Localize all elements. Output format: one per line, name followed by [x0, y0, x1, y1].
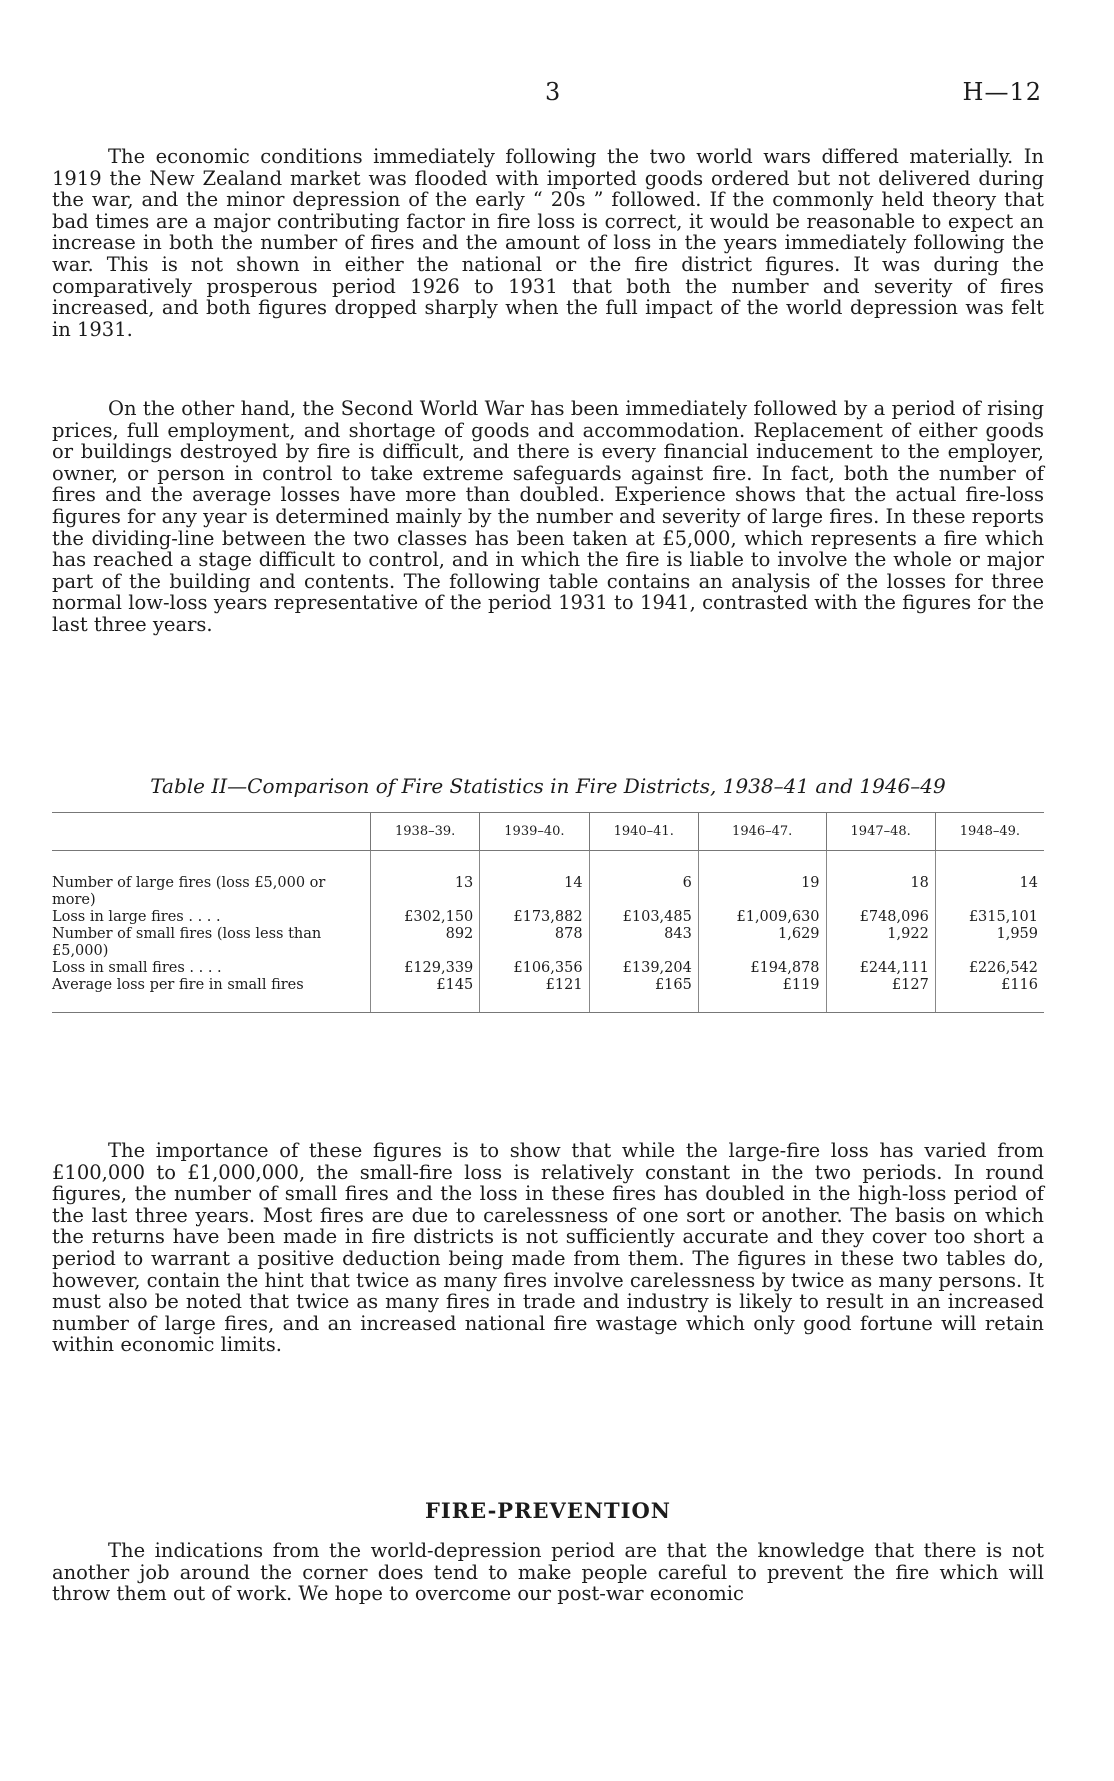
table-row — [52, 851, 1044, 910]
column-header: 1947–48. — [826, 813, 935, 851]
table-cell: £116 — [935, 977, 1044, 1013]
table-cell: £315,101 — [935, 909, 1044, 926]
fire-statistics-table — [52, 812, 1044, 1013]
row-label: Number of large fires (loss £5,000 or more) — [52, 875, 326, 908]
table-row — [52, 926, 1044, 960]
table-cell: £119 — [698, 977, 826, 1013]
paragraph-second-world-war: On the other hand, the Second World War has been immediately followed by a period of rising prices, full employment, and shortage of goods and accommodation. Replacement of either goods or buildings destroyed by fire is difficult, and there is every financial inducement to the employer, owner, or person in control to take extreme safeguards against fire. In fact, both the number of fires and the average losses have more than doubled. Experience shows that the actual fire-loss figures for any year is determined mainly by the number and severity of large fires. In these reports the dividing-line between the two classes has been taken at £5,000, which represents a fire which has reached a stage difficult to control, and in which the fire is liable to involve the whole or major part of the building and contents. The following table contains an analysis of the losses for three normal low-loss years representative of the period 1931 to 1941, contrasted with the figures for the last three years. — [52, 397, 1044, 636]
table-cell: 19 — [698, 851, 826, 910]
table-cell: 6 — [589, 851, 698, 910]
table-cell: £226,542 — [935, 960, 1044, 977]
table-cell: £173,882 — [480, 909, 589, 926]
row-label: Number of small fires (loss less than £5,000) — [52, 926, 322, 959]
table-cell: £139,204 — [589, 960, 698, 977]
table-caption: Table II—Comparison of Fire Statistics in Fire Districts, 1938–41 and 1946–49 — [150, 774, 946, 798]
row-label: Average loss per fire in small fires — [52, 977, 371, 1013]
table-cell: 18 — [826, 851, 935, 910]
table-cell: £129,339 — [371, 960, 480, 977]
paragraph-fire-prevention: The indications from the world-depression period are that the knowledge that there is not another job around the corner does tend to make people careful to prevent the fire which will throw them out of work. We hope to overcome our post-war economic — [52, 1539, 1044, 1606]
table-cell: 14 — [935, 851, 1044, 910]
column-header: 1946–47. — [698, 813, 826, 851]
table-cell: £748,096 — [826, 909, 935, 926]
column-header: 1940–41. — [589, 813, 698, 851]
table-cell: 14 — [480, 851, 589, 910]
table-header-row — [52, 813, 1044, 851]
document-code: H—12 — [962, 78, 1042, 106]
table-cell: £165 — [589, 977, 698, 1013]
table-row — [52, 977, 1044, 1013]
column-header: 1948–49. — [935, 813, 1044, 851]
paragraph-economic-conditions: The economic conditions immediately following the two world wars differed materially. In 1919 the New Zealand market was flooded with imported goods ordered but not delivered during the war, and the minor depression of the early “ 20s ” followed. If the commonly held theory that bad times are a major contributing factor in fire loss is correct, it would be reasonable to expect an increase in both the number of fires and the amount of loss in the years immediately following the war. This is not shown in either the national or the fire district figures. It was during the comparatively prosperous period 1926 to 1931 that both the number and severity of fires increased, and both figures dropped sharply when the full impact of the world depression was felt in 1931. — [52, 145, 1044, 341]
table-cell: £106,356 — [480, 960, 589, 977]
table-row — [52, 960, 1044, 977]
table-cell: £194,878 — [698, 960, 826, 977]
table-cell: 878 — [480, 926, 589, 960]
column-header: 1939–40. — [480, 813, 589, 851]
table-cell: £1,009,630 — [698, 909, 826, 926]
table-cell: 843 — [589, 926, 698, 960]
table-cell: £302,150 — [371, 909, 480, 926]
paragraph-importance-of-figures: The importance of these figures is to show that while the large-fire loss has varied from £100,000 to £1,000,000, the small-fire loss is relatively constant in the two periods. In round figures, the number of small fires and the loss in these fires has doubled in the high-loss period of the last three years. Most fires are due to carelessness of one sort or another. The basis on which the returns have been made in fire districts is not sufficiently accurate and they cover too short a period to warrant a positive deduction being made from them. The figures in these two tables do, however, contain the hint that twice as many fires involve carelessness by twice as many persons. It must also be noted that twice as many fires in trade and industry is likely to result in an increased number of large fires, and an increased national fire wastage which only good fortune will retain within economic limits. — [52, 1139, 1044, 1357]
table-cell: 1,922 — [826, 926, 935, 960]
row-label: Loss in large fires . . . . — [52, 909, 221, 925]
table-cell: £127 — [826, 977, 935, 1013]
table-corner-header — [52, 813, 371, 851]
table-cell: £103,485 — [589, 909, 698, 926]
table-cell: 1,959 — [935, 926, 1044, 960]
table-cell: 892 — [371, 926, 480, 960]
table-cell: 1,629 — [698, 926, 826, 960]
table-cell: £121 — [480, 977, 589, 1013]
section-heading: FIRE-PREVENTION — [425, 1498, 671, 1523]
column-header: 1938–39. — [371, 813, 480, 851]
page-number: 3 — [545, 78, 561, 106]
table-cell: 13 — [371, 851, 480, 910]
table-cell: £244,111 — [826, 960, 935, 977]
row-label: Loss in small fires . . . . — [52, 960, 222, 976]
table-cell: £145 — [371, 977, 480, 1013]
table-row — [52, 909, 1044, 926]
